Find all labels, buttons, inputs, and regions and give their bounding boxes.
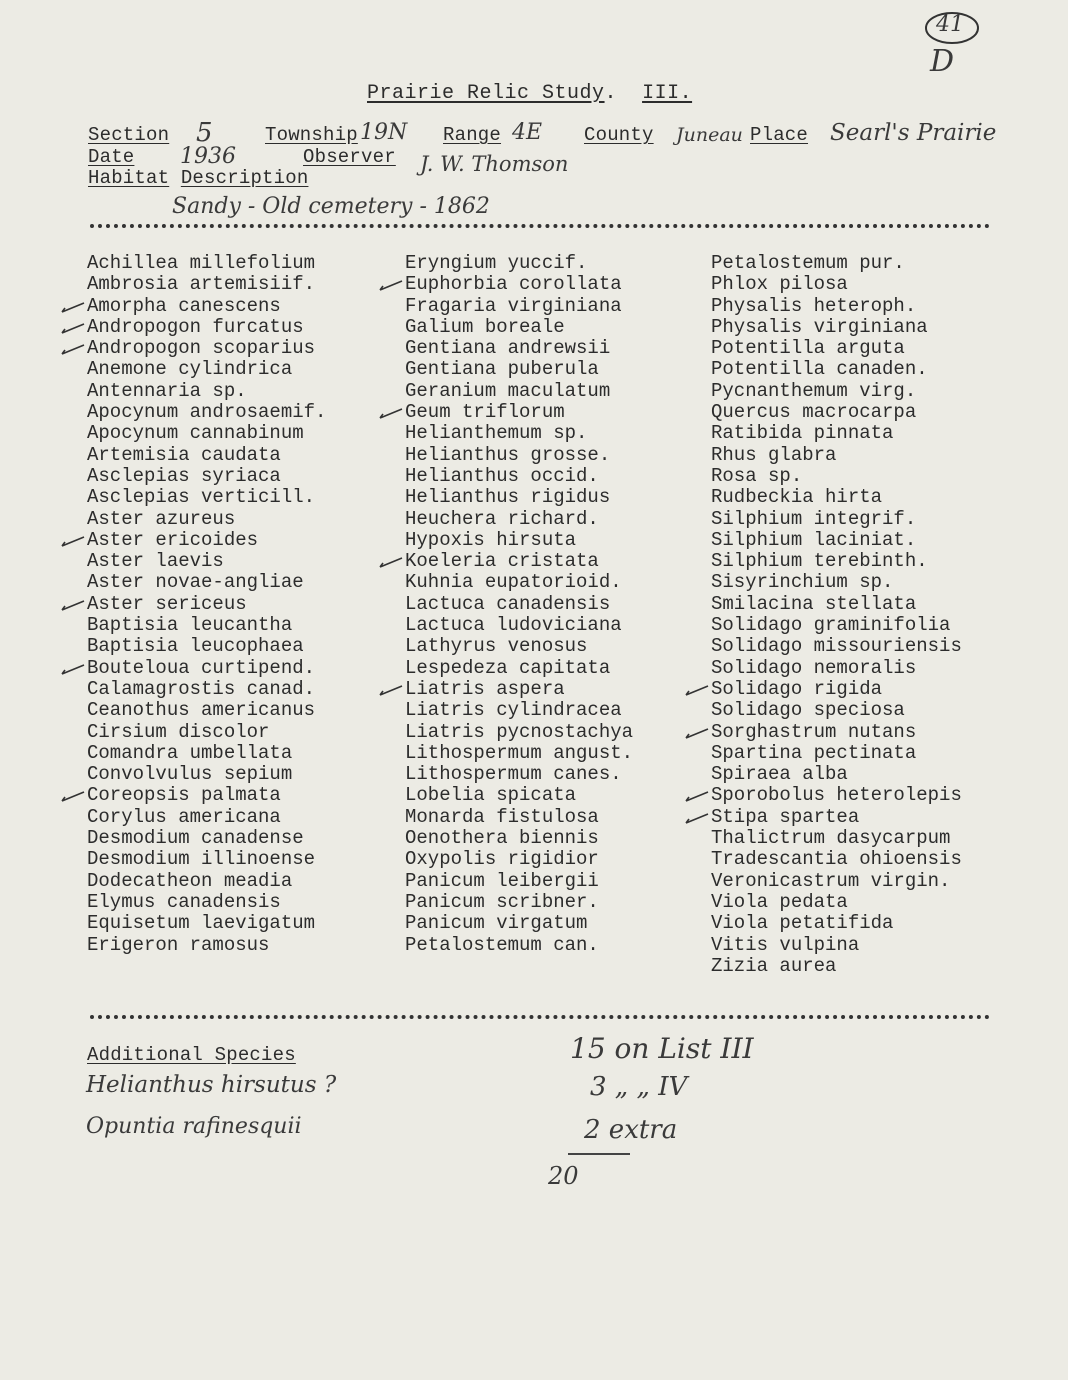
species-item [405, 636, 633, 657]
species-column-1 [87, 253, 326, 956]
species-name: Oxypolis rigidior [405, 848, 599, 871]
species-item [711, 381, 962, 402]
species-name: Solidago nemoralis [711, 656, 917, 679]
species-item [405, 445, 633, 466]
species-item [87, 743, 326, 764]
species-item [87, 594, 326, 615]
checkmark-icon [61, 597, 85, 609]
species-name: Lespedeza capitata [405, 656, 611, 679]
species-name: Viola petatifida [711, 912, 894, 935]
checkmark-icon [61, 661, 85, 673]
species-name: Geranium maculatum [405, 379, 611, 402]
species-item [405, 849, 633, 870]
species-name: Galium boreale [405, 315, 565, 338]
species-item [711, 423, 962, 444]
species-item [87, 317, 326, 338]
species-name: Lithospermum canes. [405, 763, 622, 786]
species-item [87, 402, 326, 423]
checkmark-icon [379, 682, 403, 694]
species-item [405, 487, 633, 508]
species-item [405, 658, 633, 679]
section-label: Section [88, 124, 170, 146]
species-item [87, 466, 326, 487]
species-name: Liatris pycnostachya [405, 720, 634, 743]
additional-species-1: Helianthus hirsutus ? [86, 1072, 337, 1098]
species-name: Physalis virginiana [711, 315, 928, 338]
species-name: Helianthus grosse. [405, 443, 611, 466]
species-item [405, 913, 633, 934]
range-value: 4E [512, 120, 543, 145]
species-item [87, 615, 326, 636]
species-name: Zizia aurea [711, 954, 837, 977]
checkmark-icon [61, 533, 85, 545]
species-name: Liatris cylindracea [405, 699, 622, 722]
species-name: Eryngium yuccif. [405, 252, 588, 274]
species-item [405, 423, 633, 444]
species-item [405, 892, 633, 913]
species-name: Tradescantia ohioensis [711, 848, 962, 871]
corner-mark [922, 6, 982, 83]
species-item [711, 594, 962, 615]
checkmark-icon [685, 725, 709, 737]
species-name: Achillea millefolium [87, 252, 316, 274]
species-item [711, 935, 962, 956]
species-name: Geum triflorum [405, 401, 565, 424]
species-item [405, 317, 633, 338]
species-item [87, 253, 326, 274]
species-name: Apocynum androsaemif. [87, 401, 327, 424]
species-name: Helianthemum sp. [405, 422, 588, 445]
species-item [87, 487, 326, 508]
checkmark-icon [379, 277, 403, 289]
species-name: Ambrosia artemisiif. [87, 273, 316, 296]
species-item [405, 722, 633, 743]
species-name: Monarda fistulosa [405, 805, 599, 828]
species-name: Liatris aspera [405, 677, 565, 700]
species-name: Equisetum laevigatum [87, 912, 316, 935]
species-name: Fragaria virginiana [405, 294, 622, 317]
species-item [87, 296, 326, 317]
species-item [87, 700, 326, 721]
species-item [405, 551, 633, 572]
species-name: Silphium integrif. [711, 507, 917, 530]
habitat-description-label: Habitat Description [88, 167, 309, 189]
species-name: Phlox pilosa [711, 273, 848, 296]
divider-bottom [90, 1015, 990, 1019]
species-item [87, 892, 326, 913]
species-item [711, 700, 962, 721]
species-item [711, 956, 962, 977]
species-item [87, 636, 326, 657]
species-name: Ratibida pinnata [711, 422, 894, 445]
species-name: Koeleria cristata [405, 550, 599, 573]
county-label: County [584, 124, 654, 146]
species-item [87, 658, 326, 679]
species-item [405, 764, 633, 785]
species-name: Stipa spartea [711, 805, 860, 828]
species-item [405, 935, 633, 956]
species-name: Gentiana andrewsii [405, 337, 611, 360]
species-item [711, 530, 962, 551]
tally-total: 20 [548, 1162, 579, 1190]
species-item [405, 785, 633, 806]
species-item [87, 509, 326, 530]
species-item [711, 764, 962, 785]
observer-value: J. W. Thomson [420, 152, 569, 176]
additional-species-label: Additional Species [87, 1044, 296, 1066]
species-item [405, 743, 633, 764]
checkmark-icon [61, 320, 85, 332]
species-item [711, 466, 962, 487]
species-item [711, 274, 962, 295]
species-name: Corylus americana [87, 805, 281, 828]
species-item [405, 338, 633, 359]
species-name: Thalictrum dasycarpum [711, 827, 951, 850]
tally-line-3: 2 extra [584, 1115, 678, 1145]
species-name: Antennaria sp. [87, 379, 247, 402]
species-name: Ceanothus americanus [87, 699, 316, 722]
species-name: Gentiana puberula [405, 358, 599, 381]
checkmark-icon [61, 788, 85, 800]
species-name: Silphium terebinth. [711, 550, 928, 573]
species-name: Euphorbia corollata [405, 273, 622, 296]
species-name: Sporobolus heterolepis [711, 784, 962, 807]
species-item [711, 743, 962, 764]
species-name: Viola pedata [711, 890, 848, 913]
range-label: Range [443, 124, 502, 146]
species-name: Elymus canadensis [87, 890, 281, 913]
species-item [87, 807, 326, 828]
species-name: Aster novae-angliae [87, 571, 304, 594]
species-name: Solidago graminifolia [711, 614, 951, 637]
species-name: Physalis heteroph. [711, 294, 917, 317]
additional-species-2: Opuntia rafinesquii [86, 1114, 302, 1139]
species-name: Sorghastrum nutans [711, 720, 917, 743]
page-title: Prairie Relic Study. III. [367, 82, 693, 105]
species-name: Panicum leibergii [405, 869, 599, 892]
species-name: Solidago missouriensis [711, 635, 962, 658]
species-name: Veronicastrum virgin. [711, 869, 951, 892]
species-name: Cirsium discolor [87, 720, 270, 743]
species-name: Rudbeckia hirta [711, 486, 883, 509]
species-name: Aster laevis [87, 550, 224, 573]
checkmark-icon [685, 810, 709, 822]
species-name: Erigeron ramosus [87, 933, 270, 956]
species-item [405, 828, 633, 849]
checkmark-icon [685, 682, 709, 694]
species-item [87, 274, 326, 295]
species-item [711, 892, 962, 913]
species-item [711, 913, 962, 934]
checkmark-icon [61, 299, 85, 311]
place-label: Place [750, 124, 809, 146]
species-item [405, 274, 633, 295]
county-value: Juneau [676, 124, 743, 146]
species-item [405, 679, 633, 700]
corner-mark-number: 41 [936, 12, 964, 37]
divider-top [90, 224, 990, 228]
species-item [405, 402, 633, 423]
species-item [405, 700, 633, 721]
species-item [711, 572, 962, 593]
species-item [87, 551, 326, 572]
date-value: 1936 [180, 144, 236, 169]
species-item [87, 338, 326, 359]
species-item [711, 551, 962, 572]
species-item [711, 445, 962, 466]
species-item [87, 849, 326, 870]
checkmark-icon [379, 405, 403, 417]
species-item [711, 828, 962, 849]
species-item [87, 871, 326, 892]
species-name: Vitis vulpina [711, 933, 860, 956]
species-name: Spiraea alba [711, 763, 848, 786]
species-name: Lithospermum angust. [405, 741, 634, 764]
species-name: Amorpha canescens [87, 294, 281, 317]
section-value: 5 [196, 118, 213, 148]
species-name: Desmodium canadense [87, 827, 304, 850]
species-name: Heuchera richard. [405, 507, 599, 530]
species-name: Oenothera biennis [405, 827, 599, 850]
species-item [87, 828, 326, 849]
species-name: Calamagrostis canad. [87, 677, 316, 700]
species-name: Artemisia caudata [87, 443, 281, 466]
species-item [711, 487, 962, 508]
species-name: Potentilla arguta [711, 337, 905, 360]
tally-line-1: 15 on List III [570, 1032, 754, 1065]
species-item [405, 594, 633, 615]
species-item [711, 615, 962, 636]
species-item [87, 359, 326, 380]
species-name: Baptisia leucantha [87, 614, 293, 637]
species-item [711, 871, 962, 892]
checkmark-icon [685, 788, 709, 800]
species-item [87, 913, 326, 934]
species-name: Hypoxis hirsuta [405, 528, 577, 551]
species-item [711, 636, 962, 657]
species-item [87, 679, 326, 700]
species-name: Lactuca canadensis [405, 592, 611, 615]
species-name: Pycnanthemum virg. [711, 379, 917, 402]
species-name: Andropogon furcatus [87, 315, 304, 338]
tally-line-2: 3 „ „ IV [590, 1072, 688, 1102]
species-item [405, 509, 633, 530]
species-item [711, 253, 962, 274]
species-name: Bouteloua curtipend. [87, 656, 316, 679]
place-value: Searl's Prairie [830, 120, 997, 146]
species-item [405, 530, 633, 551]
species-name: Aster ericoides [87, 528, 259, 551]
species-name: Helianthus occid. [405, 464, 599, 487]
species-item [405, 572, 633, 593]
species-name: Asclepias syriaca [87, 464, 281, 487]
species-column-3 [711, 253, 962, 977]
species-name: Anemone cylindrica [87, 358, 293, 381]
species-name: Andropogon scoparius [87, 337, 316, 360]
species-item [87, 530, 326, 551]
sum-rule [568, 1153, 630, 1155]
species-name: Asclepias verticill. [87, 486, 316, 509]
species-item [405, 466, 633, 487]
species-name: Spartina pectinata [711, 741, 917, 764]
species-item [405, 381, 633, 402]
species-name: Coreopsis palmata [87, 784, 281, 807]
township-value: 19N [360, 120, 408, 145]
species-item [711, 785, 962, 806]
species-item [711, 658, 962, 679]
species-name: Potentilla canaden. [711, 358, 928, 381]
species-item [87, 764, 326, 785]
township-label: Township [265, 124, 358, 146]
species-name: Lathyrus venosus [405, 635, 588, 658]
species-name: Aster sericeus [87, 592, 247, 615]
species-item [711, 402, 962, 423]
species-item [711, 679, 962, 700]
species-name: Solidago rigida [711, 677, 883, 700]
species-name: Panicum scribner. [405, 890, 599, 913]
species-name: Smilacina stellata [711, 592, 917, 615]
species-item [711, 317, 962, 338]
observer-label: Observer [303, 146, 396, 168]
species-name: Panicum virgatum [405, 912, 588, 935]
species-name: Convolvulus sepium [87, 763, 293, 786]
species-name: Comandra umbellata [87, 741, 293, 764]
habitat-value: Sandy - Old cemetery - 1862 [172, 194, 490, 219]
species-name: Quercus macrocarpa [711, 401, 917, 424]
species-name: Lobelia spicata [405, 784, 577, 807]
species-item [711, 807, 962, 828]
species-name: Kuhnia eupatorioid. [405, 571, 622, 594]
species-name: Lactuca ludoviciana [405, 614, 622, 637]
date-label: Date [88, 146, 135, 168]
species-name: Rosa sp. [711, 464, 803, 487]
checkmark-icon [61, 341, 85, 353]
species-item [711, 722, 962, 743]
species-name: Rhus glabra [711, 443, 837, 466]
species-item [405, 615, 633, 636]
species-name: Sisyrinchium sp. [711, 571, 894, 594]
species-item [87, 722, 326, 743]
species-name: Helianthus rigidus [405, 486, 611, 509]
species-name: Petalostemum can. [405, 933, 599, 956]
species-item [87, 445, 326, 466]
corner-mark-letter: D [930, 44, 955, 79]
species-column-2 [405, 253, 633, 956]
species-name: Apocynum cannabinum [87, 422, 304, 445]
species-name: Silphium laciniat. [711, 528, 917, 551]
species-item [405, 253, 633, 274]
species-item [405, 296, 633, 317]
species-item [711, 509, 962, 530]
species-item [711, 338, 962, 359]
species-item [711, 296, 962, 317]
checkmark-icon [379, 554, 403, 566]
species-item [87, 381, 326, 402]
species-item [711, 849, 962, 870]
species-item [87, 935, 326, 956]
species-item [405, 871, 633, 892]
species-item [87, 423, 326, 444]
species-item [87, 785, 326, 806]
species-name: Aster azureus [87, 507, 236, 530]
species-item [87, 572, 326, 593]
species-name: Petalostemum pur. [711, 252, 905, 274]
species-name: Dodecatheon meadia [87, 869, 293, 892]
species-item [405, 359, 633, 380]
species-item [405, 807, 633, 828]
species-item [711, 359, 962, 380]
species-name: Baptisia leucophaea [87, 635, 304, 658]
species-name: Desmodium illinoense [87, 848, 316, 871]
species-name: Solidago speciosa [711, 699, 905, 722]
